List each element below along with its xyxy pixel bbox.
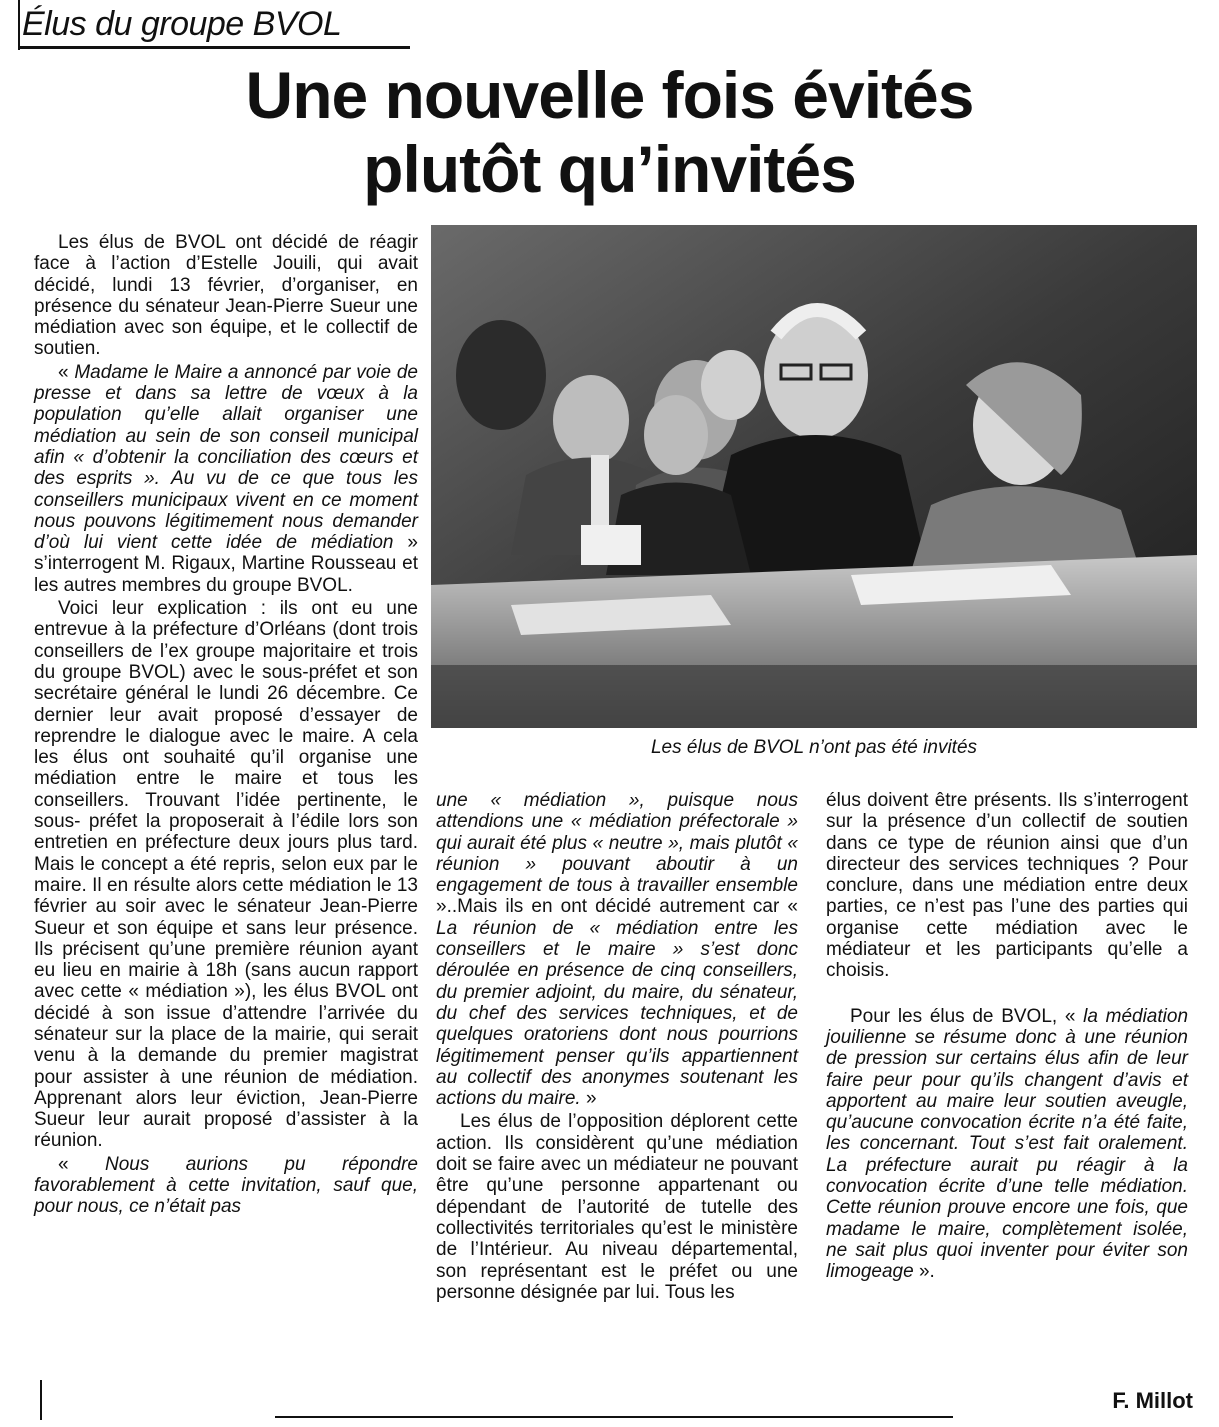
headline-line-1: Une nouvelle fois évités <box>245 58 974 132</box>
left-bottom-rule <box>40 1380 42 1420</box>
paragraph-quote: une « médiation », puisque nous attendions une « médiation préfectorale » qui aurait été plus « neutre », mais plutôt « réunion » pouvant aboutir à un engagement de tous à travailler ensemble »..Mais ils en ont décidé autrement car « La réunion de « médiation entre les conseillers et le maire » s’est donc déroulée en présence de cinq conseillers, du premier adjoint, du maire, du sénateur, du chef des services techniques, et de quelques oratoriens dont nous pourrions légitimement penser qu’ils appartiennent au collectif des anonymes soutenant les actions du maire. » <box>436 790 798 1110</box>
photo-meeting-illustration <box>431 225 1197 728</box>
paragraph-quote: Pour les élus de BVOL, « la médiation jouilienne se résume donc à une réunion de pression sur certains élus afin de leur faire peur pour qu’ils changent d’avis et apportent au maire leur soutien aveugle, qu’aucune convocation écrite n’a été faite, les concernant. Tout s’est fait oralement. La préfecture aurait pu réagir à la convocation écrite d’une telle médiation. Cette réunion prouve encore une fois, que madame le maire, complètement isolée, ne sait plus quoi inventer pour éviter son limogeage ». <box>826 1005 1189 1283</box>
article-column-2 <box>436 790 798 1303</box>
article-column-1 <box>34 232 418 1218</box>
bottom-rule <box>275 1416 953 1418</box>
quote-text: Nous aurions pu répondre favorablement à cette invitation, sauf que, pour nous, ce n’était pas <box>34 1153 418 1218</box>
left-border-rule <box>18 0 20 50</box>
paragraph-quote: « Nous aurions pu répondre favorablement à cette invitation, sauf que, pour nous, ce n’était pas <box>34 1153 418 1218</box>
quote-text: une « médiation », puisque nous attendions une « médiation préfectorale » qui aurait été plus « neutre », mais plutôt « réunion » pouvant aboutir à un engagement de tous à travailler ensemble <box>436 790 798 897</box>
quote-text: Madame le Maire a annoncé par voie de presse et dans sa lettre de vœux à la population qu’elle allait organiser une médiation au sein de son conseil municipal afin « d’obtenir la conciliation des cœurs et des esprits ». Au vu de ce que tous les conseillers municipaux vivent en ce moment nous pouvons légitimement nous demander d’où lui vient cette idée de médiation <box>34 361 418 554</box>
headline-line-2: plutôt qu’invités <box>363 132 856 206</box>
article-kicker: Élus du groupe BVOL <box>22 5 342 43</box>
article-column-3 <box>826 790 1188 1283</box>
paragraph: Les élus de l’opposition déplorent cette action. Ils considèrent qu’une médiation doit se faire avec un médiateur ne pouvant être qu’une personne appartenant ou dépendant de l’autorité de tutelle des collectivités territoriales qu’est le ministère de l’Intérieur. Au niveau départemental, son représentant est le préfet ou une personne désignée par lui. Tous les <box>436 1111 798 1303</box>
article-photo <box>431 225 1197 728</box>
paragraph: Les élus de BVOL ont décidé de réagir face à l’action d’Estelle Jouili, qui avait décidé, lundi 13 février, d’organiser, en présence du sénateur Jean-Pierre Sueur une médiation avec son équipe, et le collectif de soutien. <box>34 232 418 360</box>
author-signature: F. Millot <box>1112 1388 1193 1413</box>
article-headline <box>0 58 1219 206</box>
kicker-underline <box>18 46 410 49</box>
paragraph-quote: « Madame le Maire a annoncé par voie de presse et dans sa lettre de vœux à la population qu’elle allait organiser une médiation au sein de son conseil municipal afin « d’obtenir la conciliation des cœurs et des esprits ». Au vu de ce que tous les conseillers municipaux vivent en ce moment nous pouvons légitimement nous demander d’où lui vient cette idée de médiation » s’interrogent M. Rigaux, Martine Rousseau et les autres membres du groupe BVOL. <box>34 361 418 596</box>
quote-text: La réunion de « médiation entre les conseillers et le maire » s’est donc déroulée en présence de cinq conseillers, du premier adjoint, du maire, du sénateur, du chef des services techniques, et de quelques oratoriens dont nous pourrions légitimement penser qu’ils appartiennent au collectif des anonymes soutenant les actions du maire. <box>436 917 798 1110</box>
quote-text: la médiation jouilienne se résume donc à une réunion de pression sur certains élus afin de leur faire peur pour qu’ils changent d’avis et apportent au maire leur soutien aveugle, qu’aucune convocation écrite n’a été faite, les concernant. Tout s’est fait oralement. La préfecture aurait pu réagir à la convocation écrite d’une telle médiation. Cette réunion prouve encore une fois, que madame le maire, complètement isolée, ne sait plus quoi inventer pour éviter son limogeage <box>826 1005 1189 1283</box>
paragraph: élus doivent être présents. Ils s’interrogent sur la présence d’un collectif de soutien dans ce type de réunion ainsi que d’un directeur des services techniques ? Pour conclure, dans une médiation entre deux parties, ce n’est pas l’une des parties qui organise cette médiation avec le médiateur et les participants qu’elle a choisis. <box>826 790 1188 982</box>
paragraph: Voici leur explication : ils ont eu une entrevue à la préfecture d’Orléans (dont trois conseillers de l’ex groupe majoritaire et trois du groupe BVOL) avec le sous-préfet et son secrétaire général le lundi 26 décembre. Ce dernier leur avait proposé d’essayer de reprendre le dialogue avec le maire. A cela les élus ont souhaité qu’il organise une médiation entre le maire et tous les conseillers. Trouvant l’idée pertinente, le sous- préfet la proposerait à l’édile lors son entretien en préfecture deux jours plus tard. Mais le concept a été repris, selon eux par le maire. Il en résulte alors cette médiation le 13 février au soir avec le sénateur Jean-Pierre Sueur et son équipe et sans leur présence. Ils précisent qu’une première réunion ayant eu lieu en mairie à 18h (sans aucun rapport avec cette « médiation »), les élus BVOL ont décidé à son issue d’attendre l’arrivée du sénateur sur la place de la mairie, qui serait venu à la demande du premier magistrat pour assister à une réunion de médiation. Apprenant alors leur éviction, Jean-Pierre Sueur leur aurait proposé d’assister à la réunion. <box>34 598 418 1152</box>
photo-caption: Les élus de BVOL n’ont pas été invités <box>650 737 978 758</box>
